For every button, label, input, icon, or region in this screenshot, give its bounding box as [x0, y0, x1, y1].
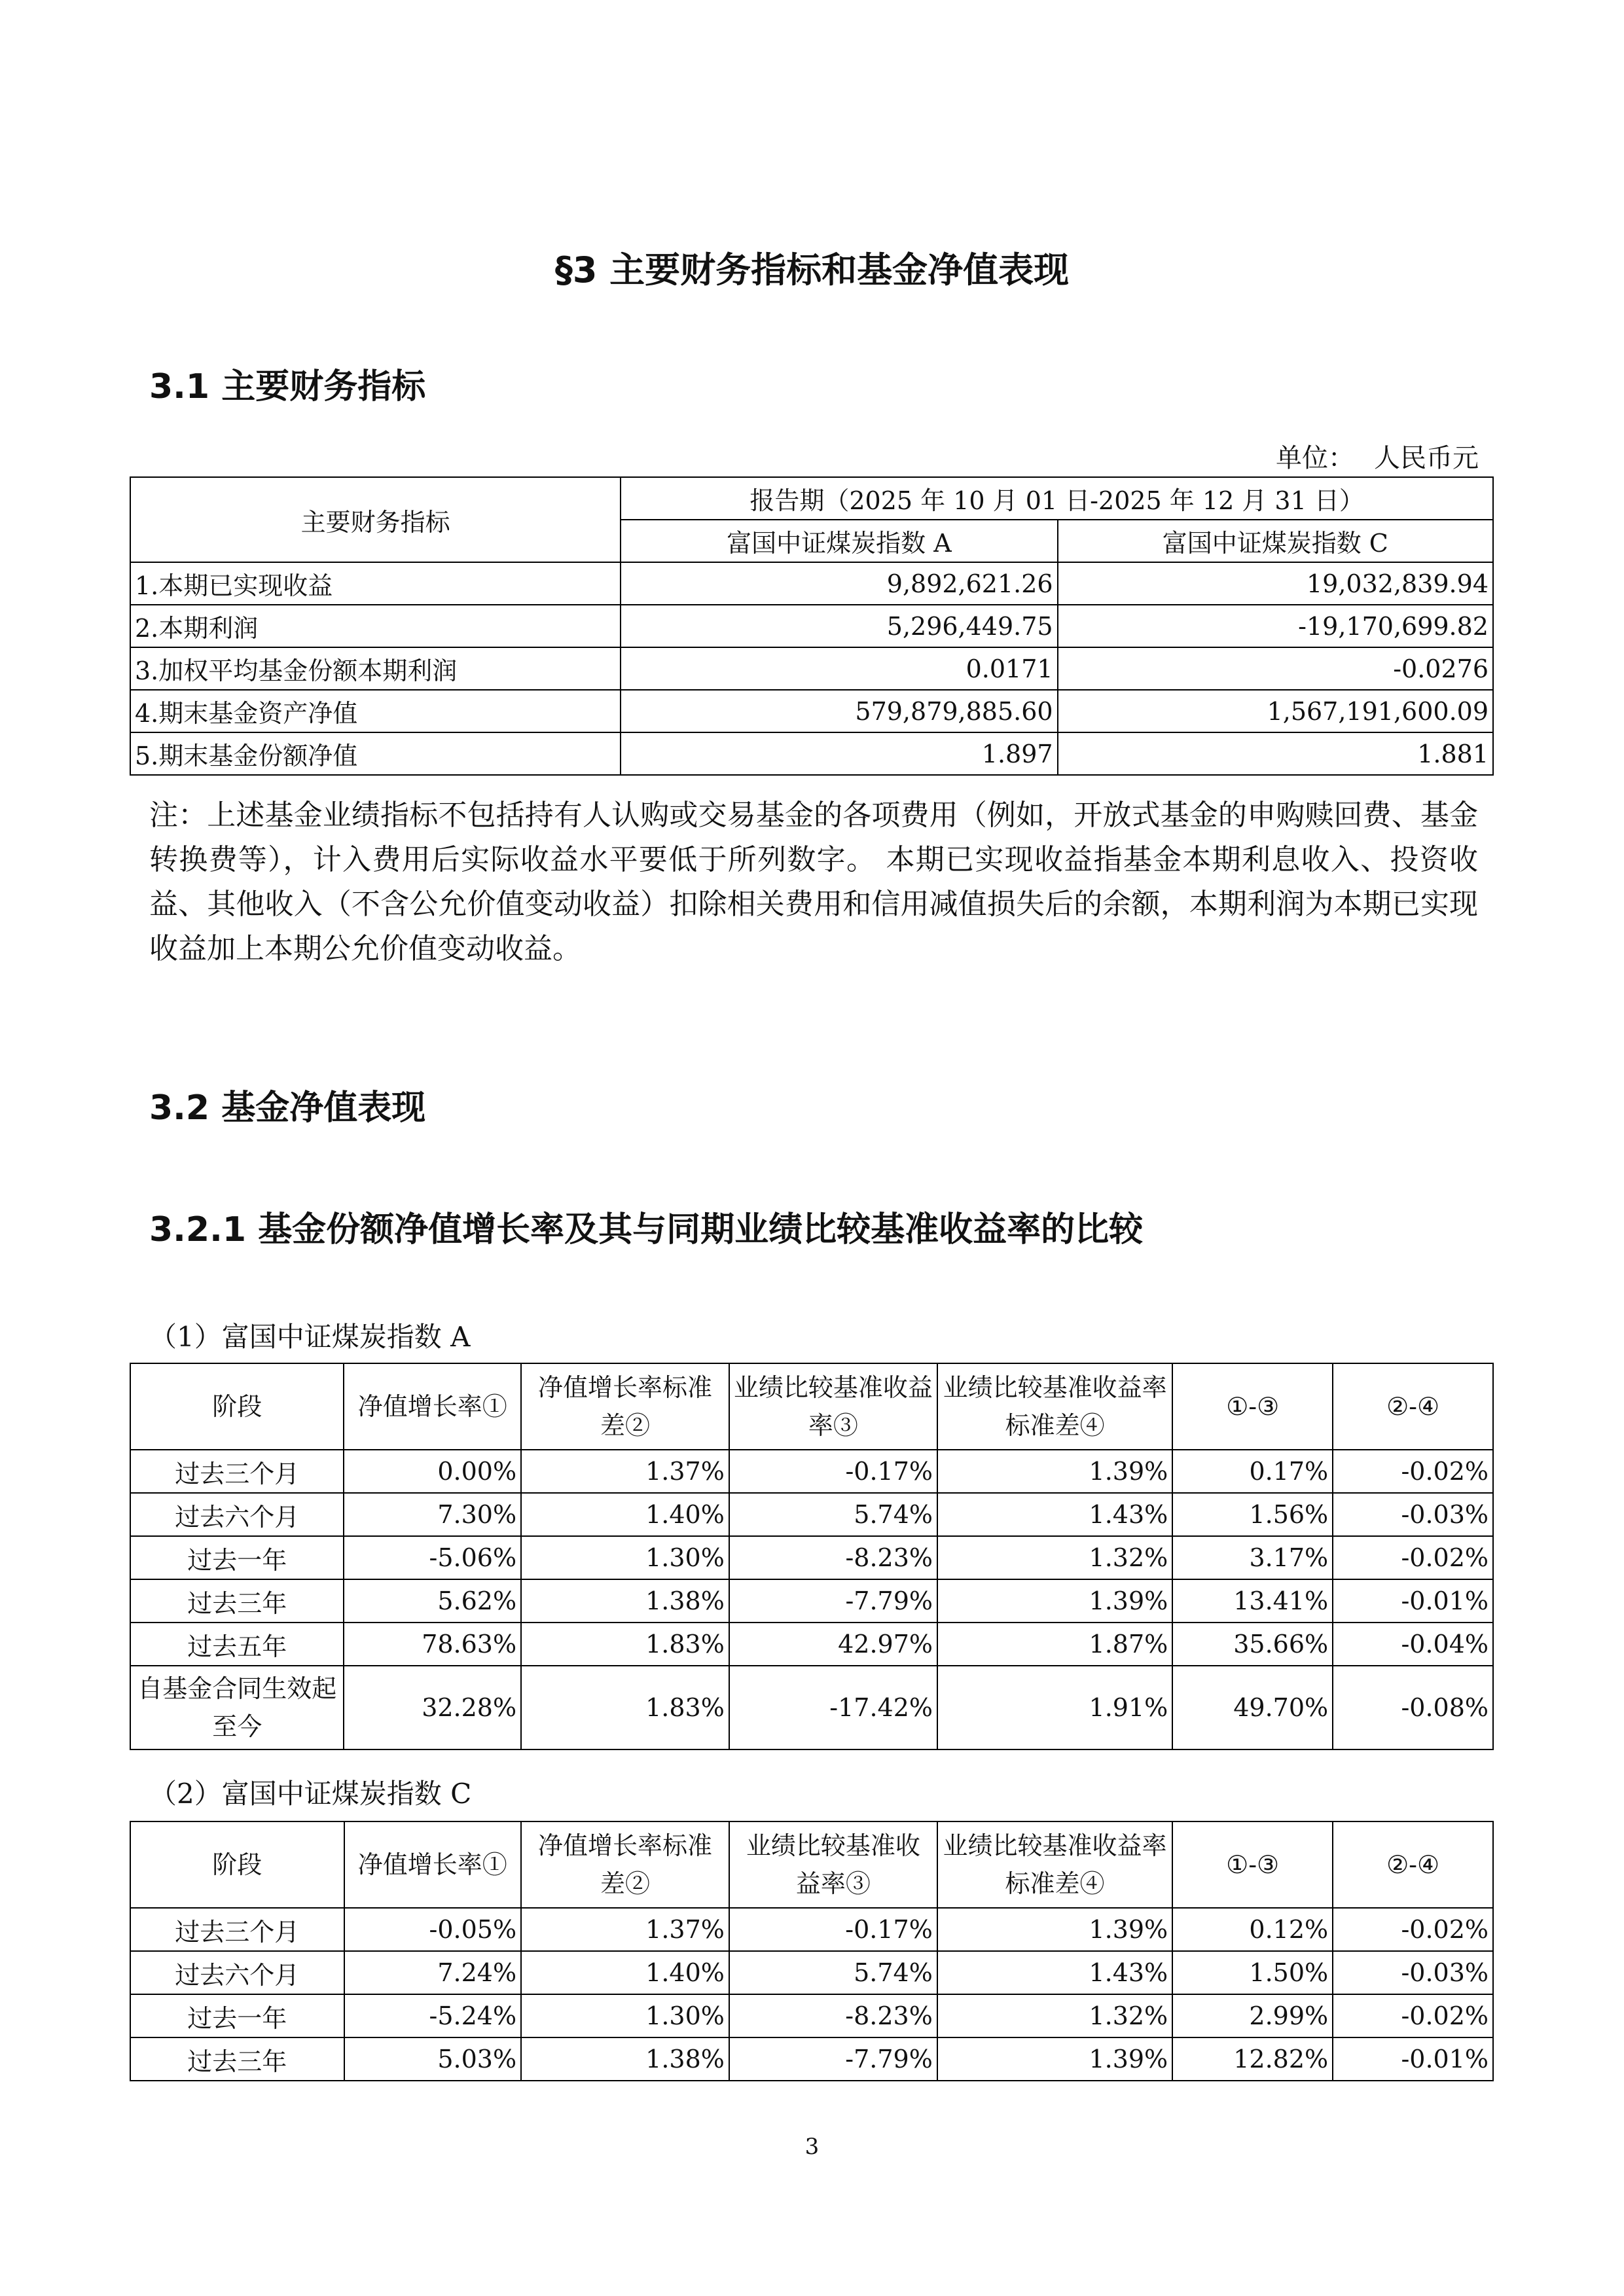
value-cell: 5.03% — [344, 2037, 522, 2081]
unit-label — [1276, 437, 1479, 475]
table-header-row — [130, 1821, 1493, 1908]
column-header: 阶段 — [130, 1363, 344, 1450]
value-cell: -8.23% — [729, 1536, 937, 1579]
value-a: 5,296,449.75 — [621, 605, 1057, 647]
value-cell: -0.08% — [1333, 1666, 1493, 1749]
column-header: 净值增长率① — [344, 1821, 522, 1908]
value-cell: -0.02% — [1333, 1908, 1493, 1951]
value-cell: -0.02% — [1333, 1536, 1493, 1579]
value-cell: -0.03% — [1333, 1493, 1493, 1536]
value-cell: 32.28% — [344, 1666, 521, 1749]
value-cell: 1.43% — [937, 1493, 1172, 1536]
value-cell: -8.23% — [729, 1994, 937, 2037]
value-cell: 1.39% — [937, 1908, 1172, 1951]
table-row — [130, 732, 1493, 775]
header-class-c: 富国中证煤炭指数 C — [1058, 520, 1493, 562]
table-header-row — [130, 1363, 1493, 1450]
value-cell: -7.79% — [729, 1579, 937, 1623]
table-note: 注：上述基金业绩指标不包括持有人认购或交易基金的各项费用（例如，开放式基金的申购赎回费、基金转换费等），计入费用后实际收益水平要低于所列数字。 本期已实现收益指基金本期利息收入、投资收益、其他收入（不含公允价值变动收益）扣除相关费用和信用减值损失后的余额，本期利润为本期已实现收益加上本期公允价值变动收益。 — [149, 798, 1478, 965]
value-cell: 1.50% — [1172, 1951, 1333, 1994]
table-row — [130, 2037, 1493, 2081]
value-cell: 1.32% — [937, 1536, 1172, 1579]
value-c: -19,170,699.82 — [1058, 605, 1493, 647]
column-header: ①-③ — [1172, 1821, 1333, 1908]
table-row — [130, 1450, 1493, 1493]
heading-3-2: 3.2 基金净值表现 — [149, 1088, 426, 1128]
value-cell: 1.43% — [937, 1951, 1172, 1994]
value-c: 19,032,839.94 — [1058, 562, 1493, 605]
period-cell: 过去三个月 — [130, 1908, 344, 1951]
value-cell: 1.38% — [521, 1579, 729, 1623]
period-cell: 过去三年 — [130, 2037, 344, 2081]
value-cell: 42.97% — [729, 1623, 937, 1666]
table-row — [130, 690, 1493, 732]
period-cell: 过去三年 — [130, 1579, 344, 1623]
value-cell: 1.32% — [937, 1994, 1172, 2037]
value-cell: -7.79% — [729, 2037, 937, 2081]
value-c: 1.881 — [1058, 732, 1493, 775]
table-row — [130, 562, 1493, 605]
period-cell: 过去一年 — [130, 1536, 344, 1579]
period-cell: 过去一年 — [130, 1994, 344, 2037]
value-cell: -0.04% — [1333, 1623, 1493, 1666]
column-header: 业绩比较基准收益率标准差④ — [937, 1821, 1172, 1908]
row-label: 4.期末基金资产净值 — [130, 690, 621, 732]
value-c: -0.0276 — [1058, 647, 1493, 690]
table-row — [130, 605, 1493, 647]
column-header: ①-③ — [1172, 1363, 1333, 1450]
value-cell: 1.83% — [521, 1666, 729, 1749]
header-indicator: 主要财务指标 — [130, 477, 621, 562]
row-label: 3.加权平均基金份额本期利润 — [130, 647, 621, 690]
period-cell: 过去五年 — [130, 1623, 344, 1666]
value-cell: 1.30% — [521, 1536, 729, 1579]
period-cell: 过去三个月 — [130, 1450, 344, 1493]
value-cell: -5.24% — [344, 1994, 522, 2037]
value-cell: 35.66% — [1172, 1623, 1333, 1666]
column-header: 净值增长率标准差② — [521, 1821, 729, 1908]
unit-label-prefix: 单位： — [1276, 443, 1354, 473]
heading-3-1: 3.1 主要财务指标 — [149, 367, 426, 406]
table-row — [130, 1623, 1493, 1666]
column-header: 业绩比较基准收益率③ — [729, 1821, 937, 1908]
period-cell: 过去六个月 — [130, 1493, 344, 1536]
value-cell: 78.63% — [344, 1623, 521, 1666]
heading-3-2-1: 3.2.1 基金份额净值增长率及其与同期业绩比较基准收益率的比较 — [149, 1210, 1144, 1249]
column-header: ②-④ — [1333, 1821, 1493, 1908]
value-cell: 1.37% — [521, 1450, 729, 1493]
value-cell: 5.74% — [729, 1493, 937, 1536]
table-row — [130, 647, 1493, 690]
value-cell: 1.39% — [937, 1579, 1172, 1623]
table-row — [130, 1908, 1493, 1951]
value-cell: 49.70% — [1172, 1666, 1333, 1749]
header-class-a: 富国中证煤炭指数 A — [621, 520, 1057, 562]
value-cell: -5.06% — [344, 1536, 521, 1579]
value-cell: -0.17% — [729, 1908, 937, 1951]
value-cell: -17.42% — [729, 1666, 937, 1749]
column-header: 净值增长率标准差② — [521, 1363, 729, 1450]
column-header: 业绩比较基准收益率③ — [729, 1363, 937, 1450]
table-c-label: （2）富国中证煤炭指数 C — [149, 1778, 472, 1810]
value-cell: 1.38% — [521, 2037, 729, 2081]
column-header: 净值增长率① — [344, 1363, 521, 1450]
value-cell: -0.02% — [1333, 1994, 1493, 2037]
page-number: 3 — [804, 2134, 820, 2160]
unit-value: 人民币元 — [1374, 443, 1479, 473]
column-header: 业绩比较基准收益率标准差④ — [937, 1363, 1172, 1450]
value-cell: 1.56% — [1172, 1493, 1333, 1536]
period-cell: 过去六个月 — [130, 1951, 344, 1994]
row-label: 5.期末基金份额净值 — [130, 732, 621, 775]
value-cell: 2.99% — [1172, 1994, 1333, 2037]
value-a: 9,892,621.26 — [621, 562, 1057, 605]
table-row — [130, 1666, 1493, 1749]
table-row — [130, 1994, 1493, 2037]
row-label: 2.本期利润 — [130, 605, 621, 647]
value-cell: 12.82% — [1172, 2037, 1333, 2081]
value-cell: 0.00% — [344, 1450, 521, 1493]
value-cell: 7.24% — [344, 1951, 522, 1994]
value-cell: 1.30% — [521, 1994, 729, 2037]
header-period: 报告期（2025 年 10 月 01 日-2025 年 12 月 31 日） — [621, 477, 1493, 520]
value-cell: 0.17% — [1172, 1450, 1333, 1493]
table-header-row — [130, 477, 1493, 520]
value-cell: 1.87% — [937, 1623, 1172, 1666]
value-a: 0.0171 — [621, 647, 1057, 690]
table-row — [130, 1579, 1493, 1623]
column-header: ②-④ — [1333, 1363, 1493, 1450]
value-cell: 1.91% — [937, 1666, 1172, 1749]
value-cell: 1.39% — [937, 2037, 1172, 2081]
value-cell: 5.74% — [729, 1951, 937, 1994]
value-cell: -0.02% — [1333, 1450, 1493, 1493]
period-cell: 自基金合同生效起至今 — [130, 1666, 344, 1749]
nav-table-class-c — [130, 1821, 1494, 2081]
row-label: 1.本期已实现收益 — [130, 562, 621, 605]
value-cell: -0.03% — [1333, 1951, 1493, 1994]
financial-indicators-table — [130, 476, 1494, 776]
value-cell: -0.01% — [1333, 2037, 1493, 2081]
value-c: 1,567,191,600.09 — [1058, 690, 1493, 732]
value-cell: -0.01% — [1333, 1579, 1493, 1623]
value-cell: 1.83% — [521, 1623, 729, 1666]
value-a: 1.897 — [621, 732, 1057, 775]
table-row — [130, 1951, 1493, 1994]
value-cell: 3.17% — [1172, 1536, 1333, 1579]
value-cell: -0.17% — [729, 1450, 937, 1493]
value-cell: 7.30% — [344, 1493, 521, 1536]
value-cell: 5.62% — [344, 1579, 521, 1623]
value-cell: 1.40% — [521, 1951, 729, 1994]
value-cell: 0.12% — [1172, 1908, 1333, 1951]
column-header: 阶段 — [130, 1821, 344, 1908]
value-cell: 1.39% — [937, 1450, 1172, 1493]
value-cell: 1.40% — [521, 1493, 729, 1536]
value-cell: 1.37% — [521, 1908, 729, 1951]
value-cell: 13.41% — [1172, 1579, 1333, 1623]
section-title: §3 主要财务指标和基金净值表现 — [554, 249, 1070, 291]
table-row — [130, 1536, 1493, 1579]
value-a: 579,879,885.60 — [621, 690, 1057, 732]
nav-table-class-a — [130, 1363, 1494, 1750]
table-a-label: （1）富国中证煤炭指数 A — [149, 1321, 471, 1353]
table-row — [130, 1493, 1493, 1536]
value-cell: -0.05% — [344, 1908, 522, 1951]
